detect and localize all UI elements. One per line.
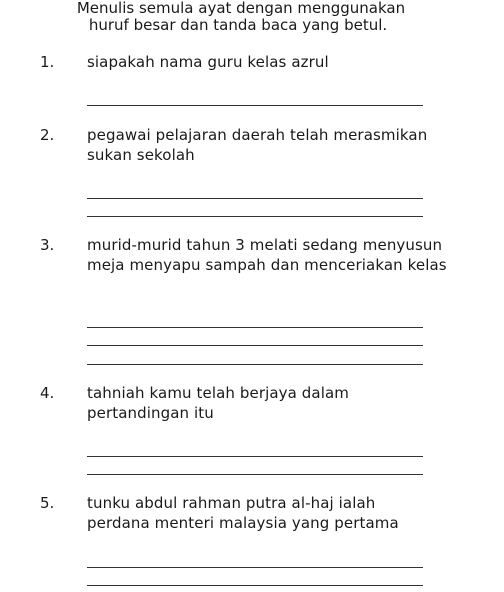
answer-line[interactable]: [87, 216, 423, 217]
instruction-heading: [0, 0, 504, 34]
instruction-line-1: Menulis semula ayat dengan menggunakan: [76, 0, 406, 17]
question-text: siapakah nama guru kelas azrul: [87, 53, 329, 71]
instruction-line-2: huruf besar dan tanda baca yang betul.: [88, 16, 388, 34]
question-number: 4.: [40, 384, 55, 402]
question-number: 2.: [40, 126, 55, 144]
answer-line[interactable]: [87, 364, 423, 365]
answer-line[interactable]: [87, 105, 423, 106]
answer-line[interactable]: [87, 198, 423, 199]
question-number: 3.: [40, 236, 55, 254]
answer-line[interactable]: [87, 585, 423, 586]
question-number: 1.: [40, 53, 55, 71]
answer-line[interactable]: [87, 345, 423, 346]
question-text: pegawai pelajaran daerah telah merasmikan sukan sekolah: [87, 126, 428, 164]
answer-line[interactable]: [87, 567, 423, 568]
answer-line[interactable]: [87, 327, 423, 328]
answer-line[interactable]: [87, 474, 423, 475]
question-text: tunku abdul rahman putra al-haj ialah perdana menteri malaysia yang pertama: [87, 494, 399, 532]
question-text: murid-murid tahun 3 melati sedang menyusun meja menyapu sampah dan menceriakan kelas: [87, 236, 447, 274]
question-number: 5.: [40, 494, 55, 512]
answer-line[interactable]: [87, 456, 423, 457]
question-text: tahniah kamu telah berjaya dalam pertandingan itu: [87, 384, 349, 422]
